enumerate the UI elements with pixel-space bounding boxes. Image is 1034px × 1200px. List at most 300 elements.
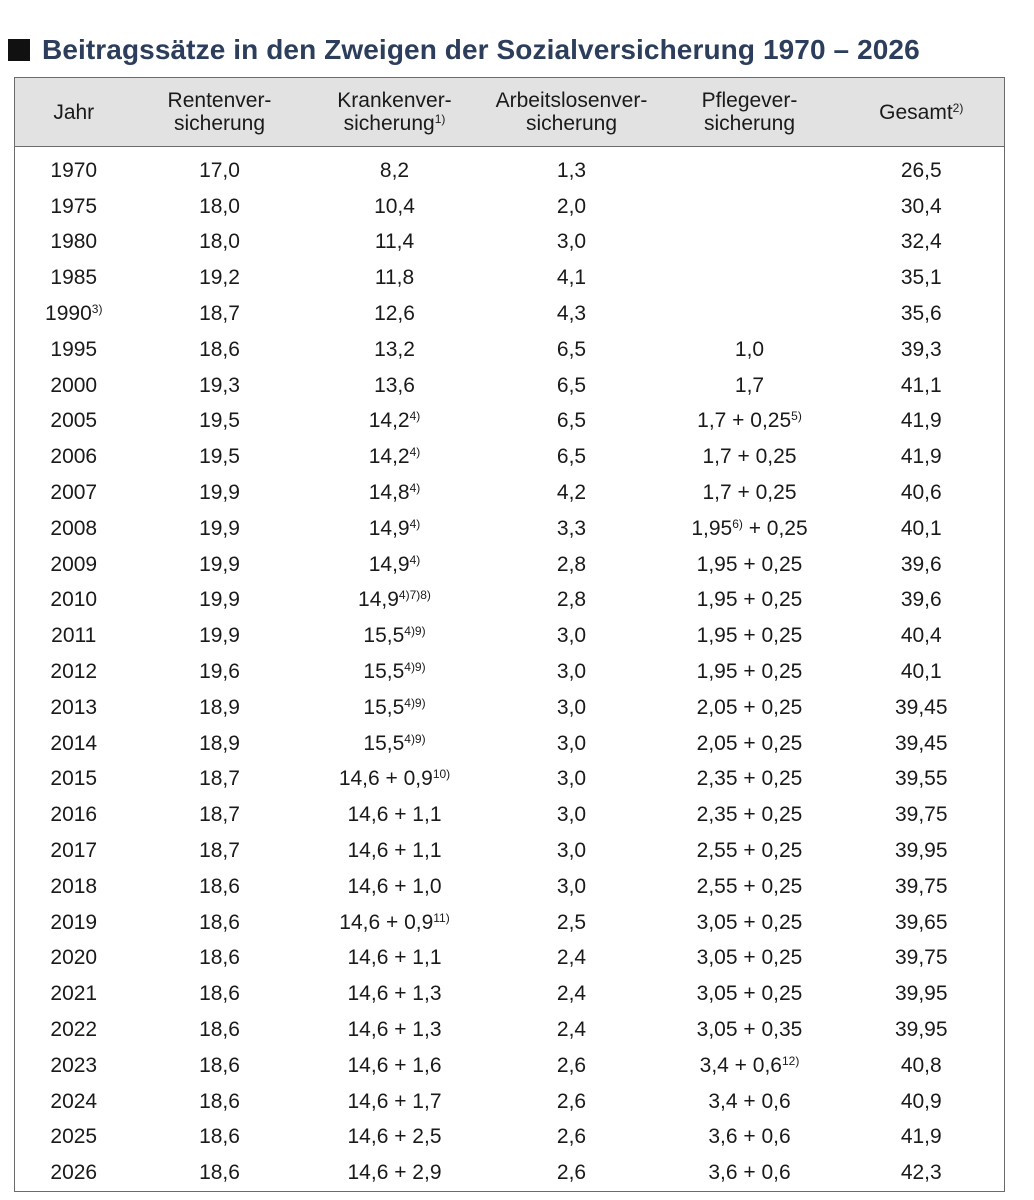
cell-value: 39,75 <box>894 874 948 898</box>
table-cell <box>133 1012 307 1048</box>
table-row <box>15 654 1005 690</box>
header-text: Jahr <box>53 100 95 124</box>
cell-value: 40,1 <box>900 660 942 684</box>
cell-value: 2024 <box>50 1089 98 1113</box>
table-cell <box>15 1048 133 1084</box>
table-cell <box>483 1155 661 1191</box>
table-cell <box>133 404 307 440</box>
table-row <box>15 1048 1005 1084</box>
cell-value: 2,05 + 0,25 <box>696 731 803 755</box>
table-cell <box>15 1084 133 1120</box>
table-row <box>15 833 1005 869</box>
table-cell <box>307 1084 483 1120</box>
cell-value: 13,2 <box>374 337 415 361</box>
table-cell <box>483 511 661 547</box>
table-cell <box>483 296 661 332</box>
table-cell <box>661 654 839 690</box>
table-cell <box>839 797 1005 833</box>
table-cell <box>307 869 483 905</box>
cell-value: 14,9 <box>368 516 410 540</box>
cell-value: 1990 <box>45 302 92 326</box>
table-cell <box>307 905 483 941</box>
table-cell <box>307 1048 483 1084</box>
cell-value: 1,3 <box>556 158 587 182</box>
cell-value: 3,05 + 0,35 <box>696 1018 803 1042</box>
table-cell <box>133 296 307 332</box>
table-cell <box>15 833 133 869</box>
table-cell <box>661 1048 839 1084</box>
cell-value: 1980 <box>50 230 98 254</box>
table-cell <box>661 189 839 225</box>
footnote-marker: 6) <box>732 516 743 531</box>
table-cell <box>133 225 307 261</box>
contribution-rates-table <box>14 77 1005 1192</box>
header-text: Rentenver- <box>167 89 272 112</box>
table-row <box>15 797 1005 833</box>
cell-value: 3,4 + 0,6 <box>699 1053 782 1077</box>
table-cell <box>307 618 483 654</box>
table-cell <box>307 147 483 189</box>
cell-value: 18,6 <box>199 1089 240 1113</box>
cell-value: 2005 <box>50 409 98 433</box>
table-cell <box>661 404 839 440</box>
footnote-marker: 4)9) <box>404 660 426 675</box>
cell-value: 2,55 + 0,25 <box>696 874 803 898</box>
cell-value: 2,0 <box>556 194 587 218</box>
column-header <box>661 78 839 147</box>
table-cell <box>483 547 661 583</box>
header-line-1 <box>661 89 839 112</box>
cell-value: 2009 <box>50 552 98 576</box>
cell-value: 3,0 <box>556 767 587 791</box>
table-cell <box>483 797 661 833</box>
table-cell <box>483 654 661 690</box>
cell-value: 41,9 <box>900 445 942 469</box>
cell-value: 18,7 <box>199 839 240 863</box>
cell-value: 1,7 + 0,25 <box>702 445 797 469</box>
table-cell <box>839 833 1005 869</box>
table-cell <box>839 547 1005 583</box>
table-cell <box>133 833 307 869</box>
table-cell <box>661 1012 839 1048</box>
footnote-marker: 4) <box>409 481 421 496</box>
table-cell <box>839 1084 1005 1120</box>
cell-value: 15,5 <box>363 731 405 755</box>
cell-value: 2020 <box>50 946 98 970</box>
cell-value: 40,6 <box>900 481 942 505</box>
table-cell <box>133 941 307 977</box>
cell-value: 14,6 + 2,5 <box>347 1125 442 1149</box>
table-cell <box>839 260 1005 296</box>
table-cell <box>661 147 839 189</box>
cell-value: 35,6 <box>900 302 942 326</box>
cell-value: 39,95 <box>894 839 948 863</box>
cell-value: 2008 <box>50 516 98 540</box>
cell-value: 2017 <box>50 839 98 863</box>
cell-value: 18,6 <box>199 874 240 898</box>
table-cell <box>661 368 839 404</box>
cell-value: 2012 <box>50 660 98 684</box>
cell-value: 41,9 <box>900 1125 942 1149</box>
table-cell <box>839 941 1005 977</box>
table-cell <box>133 726 307 762</box>
table-cell <box>483 941 661 977</box>
cell-value: 3,0 <box>556 660 587 684</box>
cell-value: 11,4 <box>374 230 415 254</box>
cell-value-tail: + 0,25 <box>742 516 808 540</box>
footnote-marker: 1) <box>434 112 446 126</box>
cell-value: 2011 <box>51 624 97 648</box>
table-cell <box>661 726 839 762</box>
cell-value: 19,9 <box>199 516 240 540</box>
cell-value: 32,4 <box>900 230 942 254</box>
table-cell <box>307 690 483 726</box>
cell-value: 4,3 <box>556 302 587 326</box>
cell-value: 6,5 <box>556 409 587 433</box>
cell-value: 18,7 <box>199 767 240 791</box>
table-cell <box>839 147 1005 189</box>
table-cell <box>307 404 483 440</box>
table-cell <box>133 654 307 690</box>
cell-value: 6,5 <box>556 373 587 397</box>
table-cell <box>15 869 133 905</box>
cell-value: 39,95 <box>894 982 948 1006</box>
cell-value: 2,4 <box>556 982 587 1006</box>
cell-value: 2,4 <box>556 946 587 970</box>
table-cell <box>483 225 661 261</box>
table-cell <box>307 332 483 368</box>
cell-value: 1985 <box>50 266 98 290</box>
page-title: Beitragssätze in den Zweigen der Sozialversicherung 1970 – 2026 <box>42 34 920 65</box>
table-cell <box>15 905 133 941</box>
table-cell <box>307 726 483 762</box>
cell-value: 18,6 <box>199 910 240 934</box>
cell-value: 14,9 <box>358 588 399 612</box>
cell-value: 18,6 <box>199 337 240 361</box>
table-row <box>15 583 1005 619</box>
table-cell <box>307 941 483 977</box>
table-row <box>15 368 1005 404</box>
cell-value: 2,35 + 0,25 <box>696 803 803 827</box>
table-cell <box>483 147 661 189</box>
footnote-marker: 4) <box>409 445 421 460</box>
cell-value: 18,6 <box>199 946 240 970</box>
cell-value: 30,4 <box>900 194 942 218</box>
table-cell <box>15 404 133 440</box>
table-cell <box>133 869 307 905</box>
table-cell <box>839 189 1005 225</box>
header-text: sicherung <box>525 112 618 135</box>
cell-value: 2018 <box>50 874 98 898</box>
table-cell <box>133 1048 307 1084</box>
cell-value: 1,95 + 0,25 <box>696 552 803 576</box>
header-line-1 <box>15 101 133 124</box>
table-cell <box>483 1084 661 1120</box>
cell-value: 10,4 <box>374 194 415 218</box>
footnote-marker: 4)9) <box>404 695 426 710</box>
table-row <box>15 547 1005 583</box>
cell-value: 26,5 <box>900 158 942 182</box>
cell-value: 2000 <box>50 373 98 397</box>
table-cell <box>661 833 839 869</box>
cell-value: 14,6 + 1,3 <box>347 1018 442 1042</box>
cell-value: 18,9 <box>199 731 240 755</box>
cell-value: 8,2 <box>379 158 410 182</box>
table-cell <box>133 583 307 619</box>
table-cell <box>483 583 661 619</box>
table-cell <box>307 511 483 547</box>
table-cell <box>661 1155 839 1191</box>
table-cell <box>839 368 1005 404</box>
table-cell <box>133 690 307 726</box>
table-cell <box>661 905 839 941</box>
table-cell <box>661 475 839 511</box>
table-cell <box>307 225 483 261</box>
table-cell <box>483 404 661 440</box>
table-cell <box>15 941 133 977</box>
cell-value: 3,0 <box>556 624 587 648</box>
cell-value: 40,9 <box>900 1089 942 1113</box>
cell-value: 4,2 <box>556 481 587 505</box>
table-cell <box>133 976 307 1012</box>
cell-value: 18,7 <box>199 302 240 326</box>
table-cell <box>483 726 661 762</box>
table-cell <box>839 1120 1005 1156</box>
header-line-1 <box>307 89 483 112</box>
cell-value: 39,6 <box>900 588 942 612</box>
cell-value: 18,6 <box>199 1018 240 1042</box>
cell-value: 14,6 + 2,9 <box>347 1161 442 1185</box>
footnote-marker: 4)7)8) <box>398 588 431 603</box>
table-cell <box>307 1155 483 1191</box>
cell-value: 3,0 <box>556 731 587 755</box>
cell-value: 18,6 <box>199 1161 240 1185</box>
table-cell <box>15 332 133 368</box>
footnote-marker: 4)9) <box>404 624 426 639</box>
table-cell <box>483 368 661 404</box>
cell-value: 3,0 <box>556 695 587 719</box>
table-cell <box>483 690 661 726</box>
table-cell <box>483 762 661 798</box>
table-row <box>15 1155 1005 1191</box>
cell-value: 2,6 <box>556 1089 587 1113</box>
header-text: sicherung <box>173 112 266 135</box>
table-cell <box>133 905 307 941</box>
table-cell <box>133 260 307 296</box>
cell-value: 18,0 <box>199 194 240 218</box>
cell-value: 2,55 + 0,25 <box>696 839 803 863</box>
cell-value: 2,6 <box>556 1161 587 1185</box>
footnote-marker: 11) <box>433 910 450 925</box>
table-cell <box>15 583 133 619</box>
header-line-2 <box>133 112 307 135</box>
cell-value: 14,6 + 0,9 <box>338 767 433 791</box>
table-row <box>15 690 1005 726</box>
footnote-marker: 4)9) <box>404 731 426 746</box>
cell-value: 14,6 + 1,3 <box>347 982 442 1006</box>
cell-value: 2014 <box>50 731 98 755</box>
cell-value: 13,6 <box>374 373 415 397</box>
table-cell <box>661 225 839 261</box>
table-cell <box>307 762 483 798</box>
header-line-1 <box>483 89 661 112</box>
table-cell <box>483 475 661 511</box>
cell-value: 39,55 <box>894 767 948 791</box>
table-cell <box>307 260 483 296</box>
table-cell <box>661 260 839 296</box>
cell-value: 40,1 <box>900 516 942 540</box>
table-cell <box>15 475 133 511</box>
cell-value: 3,6 + 0,6 <box>708 1125 791 1149</box>
cell-value: 18,6 <box>199 982 240 1006</box>
cell-value: 2021 <box>50 982 98 1006</box>
table-cell <box>15 1155 133 1191</box>
table-row <box>15 618 1005 654</box>
footnote-marker: 4) <box>409 516 421 531</box>
cell-value: 1,7 <box>734 373 765 397</box>
cell-value: 2,6 <box>556 1053 587 1077</box>
cell-value: 3,05 + 0,25 <box>696 910 803 934</box>
table-cell <box>307 583 483 619</box>
title-row <box>8 30 920 70</box>
cell-value: 2,05 + 0,25 <box>696 695 803 719</box>
cell-value: 2022 <box>50 1018 98 1042</box>
cell-value: 1,95 + 0,25 <box>696 588 803 612</box>
table-cell <box>483 618 661 654</box>
cell-value: 39,75 <box>894 803 948 827</box>
table-cell <box>15 260 133 296</box>
cell-value: 3,0 <box>556 874 587 898</box>
table-cell <box>661 547 839 583</box>
cell-value: 3,6 + 0,6 <box>708 1161 791 1185</box>
cell-value: 14,6 + 0,9 <box>339 910 434 934</box>
table-cell <box>839 690 1005 726</box>
cell-value: 15,5 <box>363 624 405 648</box>
cell-value: 17,0 <box>199 158 240 182</box>
title-square-icon <box>8 39 30 61</box>
table-cell <box>661 762 839 798</box>
cell-value: 1,95 + 0,25 <box>696 624 803 648</box>
cell-value: 19,5 <box>199 409 240 433</box>
cell-value: 41,9 <box>900 409 942 433</box>
table-cell <box>483 869 661 905</box>
table-cell <box>661 511 839 547</box>
table-cell <box>15 726 133 762</box>
table-header <box>15 78 1005 147</box>
table-cell <box>839 905 1005 941</box>
table-cell <box>839 726 1005 762</box>
table-cell <box>307 547 483 583</box>
table-cell <box>307 368 483 404</box>
cell-value: 19,9 <box>199 624 240 648</box>
table-cell <box>839 296 1005 332</box>
table-cell <box>15 690 133 726</box>
table-cell <box>307 833 483 869</box>
header-text: Gesamt <box>879 100 953 124</box>
cell-value: 39,45 <box>894 731 948 755</box>
table-cell <box>661 976 839 1012</box>
cell-value: 39,45 <box>894 695 948 719</box>
cell-value: 2019 <box>50 910 98 934</box>
table-cell <box>307 1012 483 1048</box>
table-cell <box>839 1012 1005 1048</box>
cell-value: 18,7 <box>199 803 240 827</box>
table-cell <box>839 1048 1005 1084</box>
table-cell <box>15 547 133 583</box>
cell-value: 14,6 + 1,1 <box>347 946 442 970</box>
table-row <box>15 869 1005 905</box>
cell-value: 18,9 <box>199 695 240 719</box>
header-line-2 <box>307 112 483 135</box>
table-cell <box>133 332 307 368</box>
cell-value: 39,65 <box>894 910 948 934</box>
table-cell <box>483 189 661 225</box>
cell-value: 2,8 <box>556 588 587 612</box>
table-row <box>15 905 1005 941</box>
cell-value: 2023 <box>50 1053 98 1077</box>
table-cell <box>839 869 1005 905</box>
cell-value: 1995 <box>50 337 98 361</box>
cell-value: 14,6 + 1,7 <box>347 1089 442 1113</box>
cell-value: 39,95 <box>894 1018 948 1042</box>
table-cell <box>133 1120 307 1156</box>
table-cell <box>15 797 133 833</box>
table-cell <box>15 147 133 189</box>
cell-value: 19,2 <box>199 266 240 290</box>
table-cell <box>839 475 1005 511</box>
table-cell <box>661 439 839 475</box>
table-cell <box>483 976 661 1012</box>
footnote-marker: 12) <box>781 1053 800 1068</box>
header-line-2 <box>661 112 839 135</box>
cell-value: 1970 <box>50 158 98 182</box>
cell-value: 14,6 + 1,0 <box>347 874 442 898</box>
table-cell <box>133 439 307 475</box>
cell-value: 2007 <box>50 481 98 505</box>
footnote-marker: 4) <box>409 552 421 567</box>
table-row <box>15 511 1005 547</box>
table-row <box>15 439 1005 475</box>
table-cell <box>15 439 133 475</box>
cell-value: 2,4 <box>556 1018 587 1042</box>
cell-value: 3,4 + 0,6 <box>708 1089 791 1113</box>
column-header <box>133 78 307 147</box>
table-cell <box>661 1120 839 1156</box>
table-row <box>15 404 1005 440</box>
cell-value: 40,8 <box>900 1053 942 1077</box>
cell-value: 39,3 <box>900 337 942 361</box>
table-cell <box>307 296 483 332</box>
table-cell <box>661 690 839 726</box>
table-cell <box>133 797 307 833</box>
header-row <box>15 78 1005 147</box>
cell-value: 42,3 <box>900 1161 942 1185</box>
table-body <box>15 147 1005 1192</box>
table-cell <box>483 1120 661 1156</box>
cell-value: 1,7 + 0,25 <box>697 409 792 433</box>
cell-value: 14,8 <box>368 481 410 505</box>
table-cell <box>839 225 1005 261</box>
table-cell <box>839 332 1005 368</box>
cell-value: 6,5 <box>556 445 587 469</box>
cell-value: 3,05 + 0,25 <box>696 946 803 970</box>
cell-value: 15,5 <box>363 695 405 719</box>
table-cell <box>661 1084 839 1120</box>
table-row <box>15 332 1005 368</box>
column-header <box>15 78 133 147</box>
table-cell <box>307 475 483 511</box>
cell-value: 2013 <box>50 695 98 719</box>
